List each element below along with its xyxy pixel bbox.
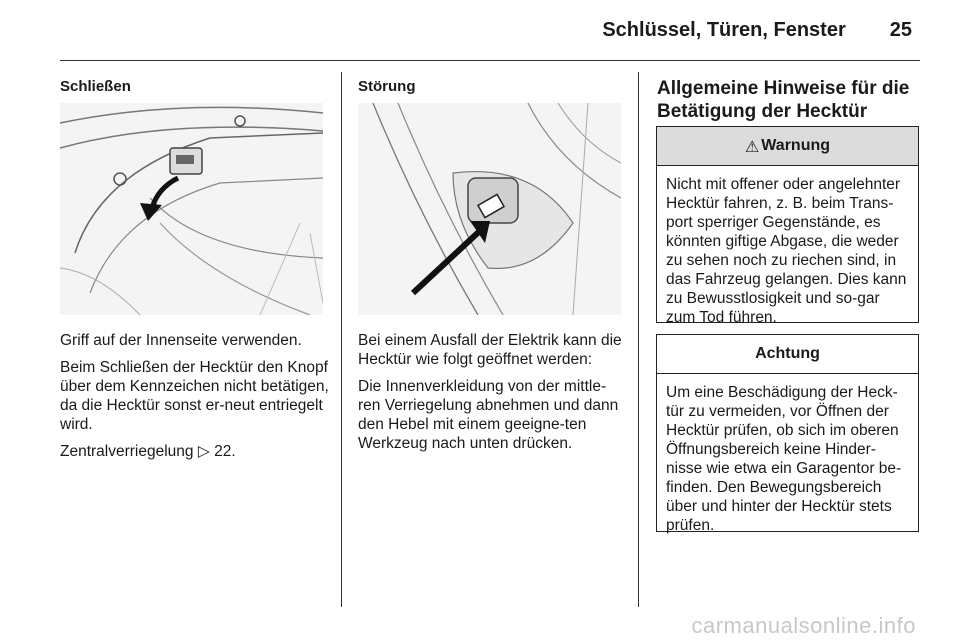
chapter-title: Schlüssel, Türen, Fenster — [602, 19, 846, 41]
section-heading-general-notes: Allgemeine Hinweise für die Betätigung der Hecktür — [657, 78, 910, 122]
tailgate-interior-illustration — [60, 103, 323, 315]
page-number: 25 — [889, 19, 912, 41]
cross-reference — [60, 442, 330, 461]
warning-box — [656, 126, 919, 326]
warning-text: Nicht mit offener oder angelehnter Hecktür fahren, z. B. beim Trans-port sperriger Gegenstände, es könnten giftige Abgase, die weder zu sehen noch zu riechen sind, in das Fahrzeug gelangen. Dies kann zu Bewusstlosigkeit und so-gar zum Tod führen. — [666, 176, 907, 326]
column-divider-2 — [638, 72, 639, 607]
warning-triangle-icon: ⚠ — [744, 136, 760, 156]
figure-emergency-release — [358, 103, 621, 315]
caution-text: Um eine Beschädigung der Heck-tür zu vermeiden, vor Öffnen der Hecktür prüfen, ob sich im oberen Öffnungsbereich keine Hinder-nisse wie etwa ein Garagentor be-finden. Den Bewegungsbereich über und hinter der Hecktür stets prüfen. — [666, 384, 902, 534]
page-ref-icon: ▷ — [197, 442, 210, 460]
caution-title: Achtung — [755, 345, 820, 362]
paragraph: Die Innenverkleidung von der mittle-ren Verriegelung abnehmen und dann den Hebel mit einem geeigne-ten Werkzeug nach unten drücken. — [358, 378, 619, 452]
figure-tailgate-handle — [60, 103, 323, 315]
column-divider-1 — [341, 72, 342, 607]
warning-header — [657, 127, 918, 166]
page-header — [602, 19, 912, 42]
caution-box — [656, 334, 919, 532]
header-divider — [60, 60, 920, 61]
watermark: carmanualsonline.info — [691, 613, 916, 638]
xref-page: 22. — [214, 443, 236, 460]
warning-title: Warnung — [761, 137, 831, 154]
section-heading-malfunction: Störung — [358, 78, 416, 95]
section-heading-closing: Schließen — [60, 78, 131, 95]
caution-header — [657, 335, 918, 374]
lock-release-illustration — [358, 103, 621, 315]
paragraph: Beim Schließen der Hecktür den Knopf über dem Kennzeichen nicht betätigen, da die Hecktür sonst er-neut entriegelt wird. — [60, 359, 329, 433]
column-2-text — [358, 331, 628, 461]
paragraph: Bei einem Ausfall der Elektrik kann die Hecktür wie folgt geöffnet werden: — [358, 332, 622, 368]
paragraph: Griff auf der Innenseite verwenden. — [60, 332, 302, 349]
xref-label: Zentralverriegelung — [60, 443, 194, 460]
column-1-text — [60, 331, 330, 469]
